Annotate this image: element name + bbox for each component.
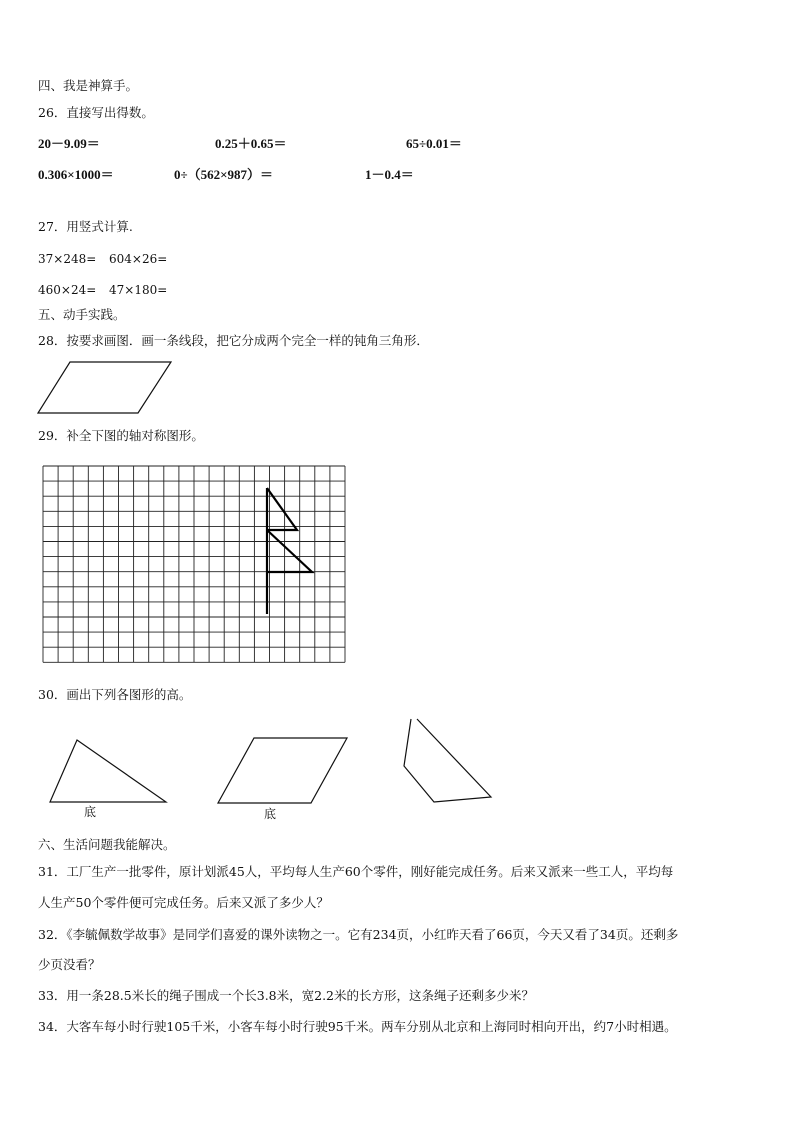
q29-grid bbox=[43, 466, 345, 662]
question-32-line-1: 32．《李毓佩数学故事》是同学们喜爱的课外读物之一。它有234页，小红昨天看了66页，今天又看了34页。还剩多 bbox=[38, 927, 679, 942]
q26-item-3: 65÷0.01＝ bbox=[406, 136, 462, 151]
question-31-line-2: 人生产50个零件便可完成任务。后来又派了多少人？ bbox=[38, 895, 329, 910]
question-27-label: 27．用竖式计算. bbox=[38, 219, 133, 234]
section-5-title: 五、动手实践。 bbox=[38, 307, 126, 322]
question-28-label: 28．按要求画图．画一条线段，把它分成两个完全一样的钝角三角形． bbox=[38, 333, 429, 348]
q27-item-1: 37×248= bbox=[38, 252, 97, 266]
question-34-line-1: 34．大客车每小时行驶105千米，小客车每小时行驶95千米。两车分别从北京和上海同时相向开出，约7小时相遇。 bbox=[38, 1019, 677, 1034]
q30-triangle bbox=[50, 740, 166, 802]
section-6-title: 六、生活问题我能解决。 bbox=[38, 837, 176, 852]
q27-item-4: 47×180= bbox=[109, 283, 168, 297]
question-32-line-2: 少页没看？ bbox=[38, 957, 101, 972]
q26-item-6: 1－0.4＝ bbox=[365, 167, 414, 182]
q29-upper-triangle bbox=[267, 488, 297, 530]
q30-parallelogram bbox=[218, 738, 347, 803]
q30-base-label-parallelogram: 底 bbox=[264, 807, 277, 821]
q27-item-3: 460×24= bbox=[38, 283, 97, 297]
q26-item-2: 0.25＋0.65＝ bbox=[215, 136, 287, 151]
question-30-label: 30．画出下列各图形的高。 bbox=[38, 687, 192, 702]
question-26-label: 26．直接写出得数。 bbox=[38, 105, 154, 120]
question-33-line-1: 33．用一条28.5米长的绳子围成一个长3.8米，宽2.2米的长方形，这条绳子还剩多少米？ bbox=[38, 988, 534, 1003]
q26-item-1: 20－9.09＝ bbox=[38, 136, 100, 151]
q29-half-figure bbox=[267, 488, 312, 614]
question-29-label: 29．补全下图的轴对称图形。 bbox=[38, 428, 204, 443]
q26-item-4: 0.306×1000＝ bbox=[38, 167, 114, 182]
section-4-title: 四、我是神算手。 bbox=[38, 78, 139, 93]
q26-item-5: 0÷（562×987）＝ bbox=[174, 167, 274, 182]
q30-base-label-triangle: 底 bbox=[84, 805, 97, 819]
q29-lower-triangle bbox=[267, 530, 312, 572]
question-31-line-1: 31．工厂生产一批零件，原计划派45人，平均每人生产60个零件，刚好能完成任务。后来又派来一些工人，平均每 bbox=[38, 864, 674, 879]
q28-parallelogram bbox=[38, 362, 171, 413]
q27-item-2: 604×26= bbox=[109, 252, 168, 266]
q30-trapezoid bbox=[404, 719, 491, 802]
